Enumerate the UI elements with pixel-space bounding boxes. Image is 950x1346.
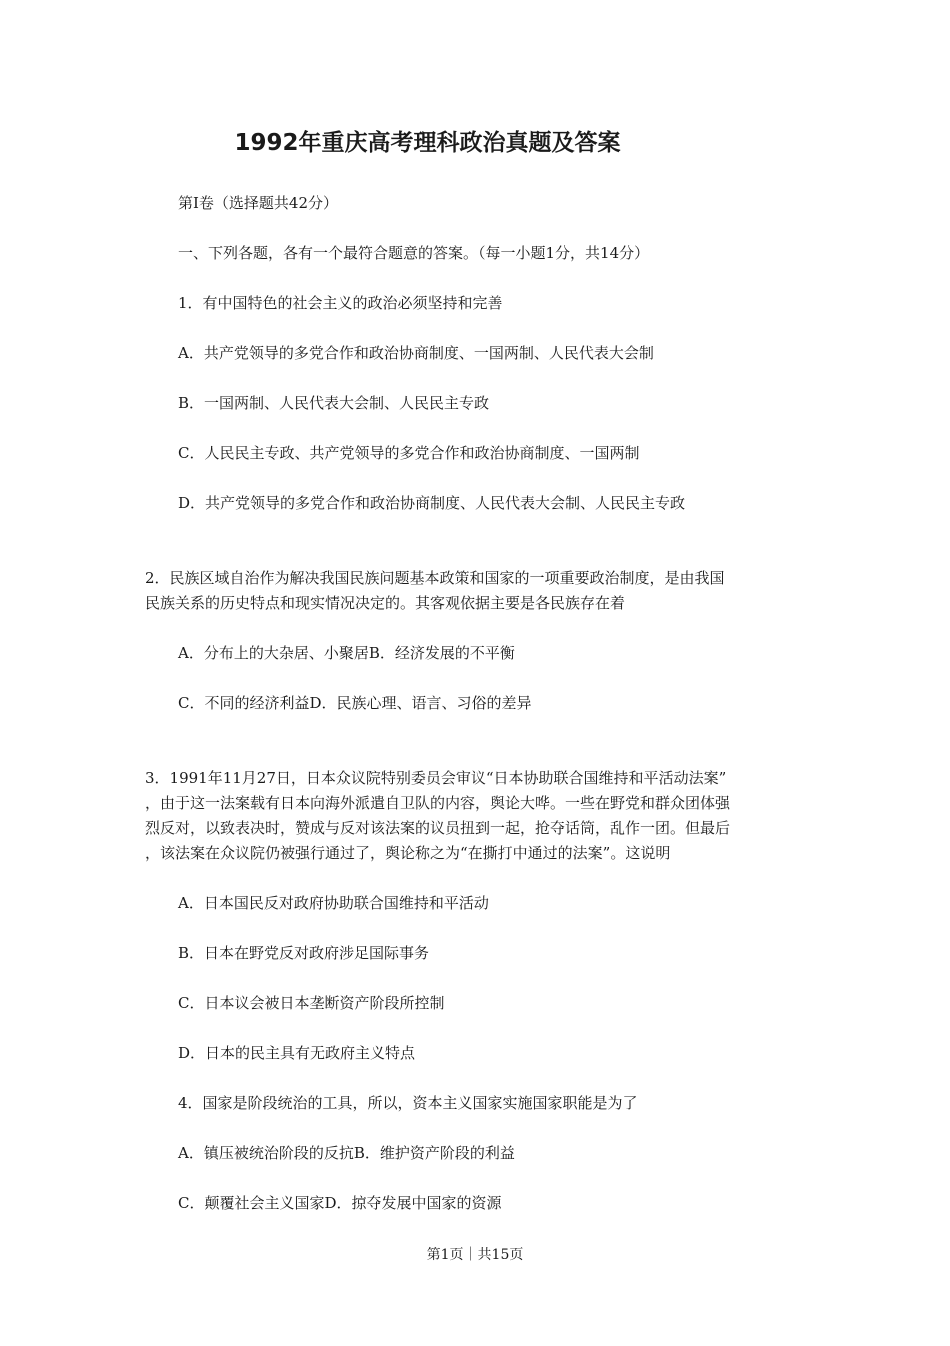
question-3-option-c: C．日本议会被日本垄断资产阶段所控制 [178,994,445,1012]
question-1-option-d: D．共产党领导的多党合作和政治协商制度、人民代表大会制、人民民主专政 [178,494,686,512]
page-footer: 第1页｜共15页 [426,1247,524,1263]
question-4-options-ab: A．镇压被统治阶段的反抗B．维护资产阶段的利益 [178,1144,515,1162]
question-3-option-b: B．日本在野党反对政府涉足国际事务 [178,944,430,962]
question-1-stem: 1．有中国特色的社会主义的政治必须坚持和完善 [178,294,503,312]
question-3-stem-line-2: ，由于这一法案载有日本向海外派遣自卫队的内容，舆论大哗。一些在野党和群众团体强 [145,794,731,812]
question-3-stem-line-1: 3．1991年11月27日，日本众议院特别委员会审议“日本协助联合国维持和平活动法案” [145,769,727,787]
question-1-option-b: B．一国两制、人民代表大会制、人民民主专政 [178,394,490,412]
part-heading: 第I卷（选择题共42分） [178,194,339,212]
question-3-stem-line-3: 烈反对，以致表决时，赞成与反对该法案的议员扭到一起，抢夺话筒，乱作一团。但最后 [145,819,731,837]
question-3-option-a: A．日本国民反对政府协助联合国维持和平活动 [178,894,489,912]
question-4-stem: 4．国家是阶段统治的工具，所以，资本主义国家实施国家职能是为了 [178,1094,638,1112]
question-2-stem-line-1: 2．民族区域自治作为解决我国民族问题基本政策和国家的一项重要政治制度，是由我国 [145,569,725,587]
question-2-options-cd: C．不同的经济利益D．民族心理、语言、习俗的差异 [178,694,532,712]
question-2-stem-line-2: 民族关系的历史特点和现实情况决定的。其客观依据主要是各民族存在着 [145,594,626,612]
section-heading: 一、下列各题，各有一个最符合题意的答案。（每一小题1分，共14分） [178,244,650,262]
question-1-option-c: C．人民民主专政、共产党领导的多党合作和政治协商制度、一国两制 [178,444,640,462]
question-1-option-a: A．共产党领导的多党合作和政治协商制度、一国两制、人民代表大会制 [178,344,654,362]
question-3-stem-line-4: ，该法案在众议院仍被强行通过了，舆论称之为“在撕打中通过的法案”。这说明 [145,844,671,862]
question-3-option-d: D．日本的民主具有无政府主义特点 [178,1044,416,1062]
question-4-options-cd: C．颠覆社会主义国家D．掠夺发展中国家的资源 [178,1194,502,1212]
document-title: 1992年重庆高考理科政治真题及答案 [234,130,621,156]
question-2-options-ab: A．分布上的大杂居、小聚居B．经济发展的不平衡 [178,644,515,662]
